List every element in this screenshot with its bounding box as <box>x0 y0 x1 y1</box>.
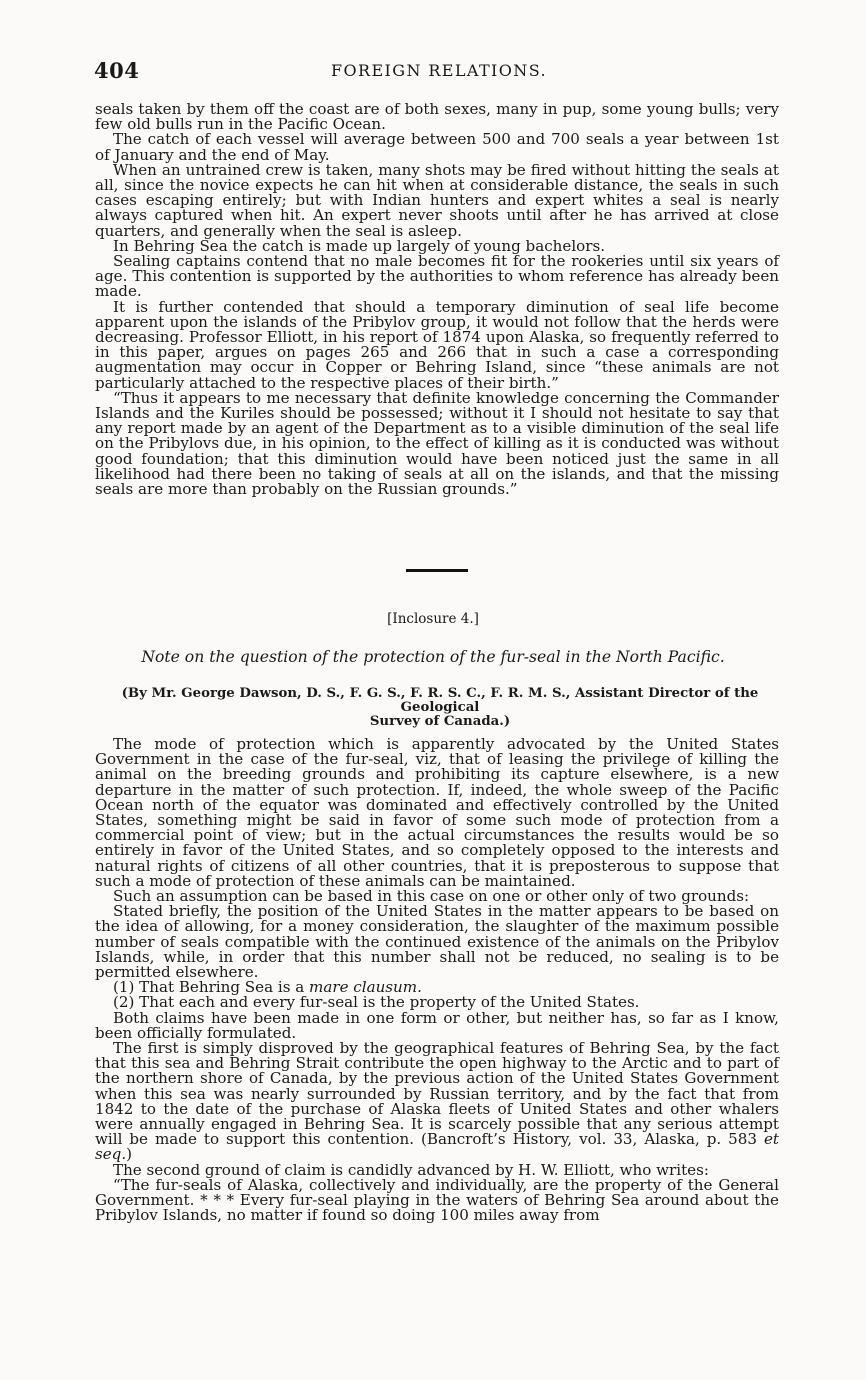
body-text-part2 <box>95 737 779 1224</box>
paragraph: The second ground of claim is candidly advanced by H. W. Elliott, who writes: <box>113 1160 709 1179</box>
list-item-1-text: (1) That Behring Sea is a <box>113 978 310 997</box>
paragraph: Sealing captains contend that no male becomes fit for the rookeries until six years of age. This contention is supported by the authorities to whom reference has already been made. <box>95 252 779 301</box>
page-header <box>94 58 784 84</box>
quoted-paragraph: “The fur-seals of Alaska, collectively and individually, are the property of the General Government. * * * Every fur-seal playing in the waters of Behring Sea around about the Pribylov Islands, no matter if found so doing 100 miles away from <box>95 1175 779 1225</box>
quoted-paragraph: “Thus it appears to me necessary that definite knowledge concerning the Commander Islands and the Kuriles should be possessed; without it I should not hesitate to say that any report made by an agent of the Department as to a visible diminution of the seal life on the Pribylovs due, in his opinion, to the effect of killing as it is conducted was without good foundation; that this diminution would have been noticed just the same in all likelihood had there been no taking of seals at all on the islands, and that the missing seals are more than probably on the Russian grounds.” <box>95 388 779 499</box>
note-title: Note on the question of the protection of the fur-seal in the North Pacific. <box>141 648 725 666</box>
byline-line-1: (By Mr. George Dawson, D. S., F. G. S., F. R. S. C., F. R. M. S., Assistant Director of the Geological <box>121 686 759 715</box>
page-number: 404 <box>94 58 140 83</box>
paragraph-end: ) <box>126 1145 133 1164</box>
body-text-part1 <box>95 102 779 497</box>
paragraph: It is further contended that should a temporary diminution of seal life become apparent upon the islands of the Pribylov group, it would not follow that the herds were decreasing. Professor Elliott, in his report of 1874 upon Alaska, so frequently referred to in this paper, argues on pages 265 and 266 that in such a case a corresponding augmentation may occur in Copper or Behring Island, since “these animals are not particularly attached to the respective places of their birth.” <box>95 297 779 392</box>
list-item-2: (2) That each and every fur-seal is the property of the United States. <box>113 993 640 1012</box>
byline <box>95 687 785 729</box>
paragraph: Both claims have been made in one form or other, but neither has, so far as I know, been officially formulated. <box>95 1008 779 1042</box>
paragraph: The mode of protection which is apparently advocated by the United States Government in the case of the fur-seal, viz, that of leasing the privilege of killing the animal on the breeding grounds and prohibiting its capture elsewhere, is a new departure in the matter of such protection. If, indeed, the whole sweep of the Pacific Ocean north of the equator was dominated and effectively controlled by the United States, something might be said in favor of some such mode of protection from a commercial point of view; but in the actual circumstances the results would be so entirely in favor of the United States, and so completely opposed to the interests and natural rights of citizens of all other countries, that it is preposterous to suppose that such a mode of protection of these animals can be maintained. <box>95 735 779 890</box>
latin-term: mare clausum. <box>309 978 422 997</box>
paragraph: When an untrained crew is taken, many shots may be fired without hitting the seals at all, since the novice expects he can hit when at considerable distance, the seals in such cases escaping entirely; but with Indian hunters and expert whites a seal is nearly always captured when hit. An expert never shoots until after he has arrived at close quarters, and generally when the seal is asleep. <box>95 160 779 240</box>
paragraph <box>95 1041 779 1163</box>
paragraph: In Behring Sea the catch is made up largely of young bachelors. <box>113 236 605 255</box>
paragraph-text: The first is simply disproved by the geographical features of Behring Sea, by the fact that this sea and Behring Strait contribute the open highway to the Arctic and to part of the northern shore of Canada, by the previous action of the United States Government when this sea was nearly surrounded by Russian territory, and by the fact that from 1842 to the date of the purchase of Alaska fleets of United States and other whalers were annually engaged in Behring Sea. It is scarcely possible that any serious attempt will be made to support this contention. (Bancroft’s History, vol. 33, Alaska, p. 583 <box>95 1039 779 1149</box>
section-divider <box>406 569 468 572</box>
inclosure-label: [Inclosure 4.] <box>387 611 479 627</box>
paragraph: Such an assumption can be based in this case on one or other only of two grounds: <box>113 887 750 906</box>
running-head: FOREIGN RELATIONS. <box>331 61 547 80</box>
latin-term: et seq. <box>95 1130 779 1164</box>
paragraph: seals taken by them off the coast are of both sexes, many in pup, some young bulls; very few old bulls run in the Pacific Ocean. <box>95 100 779 134</box>
byline-line-2: Survey of Canada.) <box>369 714 511 729</box>
paragraph: Stated briefly, the position of the United States in the matter appears to be based on the idea of allowing, for a money consideration, the slaughter of the maximum possible number of seals compatible with the continued existence of the animals on the Pribylov Islands, while, in order that this number shall not be reduced, no sealing is to be permitted elsewhere. <box>95 902 779 982</box>
paragraph: The catch of each vessel will average between 500 and 700 seals a year between 1st of January and the end of May. <box>95 130 779 164</box>
